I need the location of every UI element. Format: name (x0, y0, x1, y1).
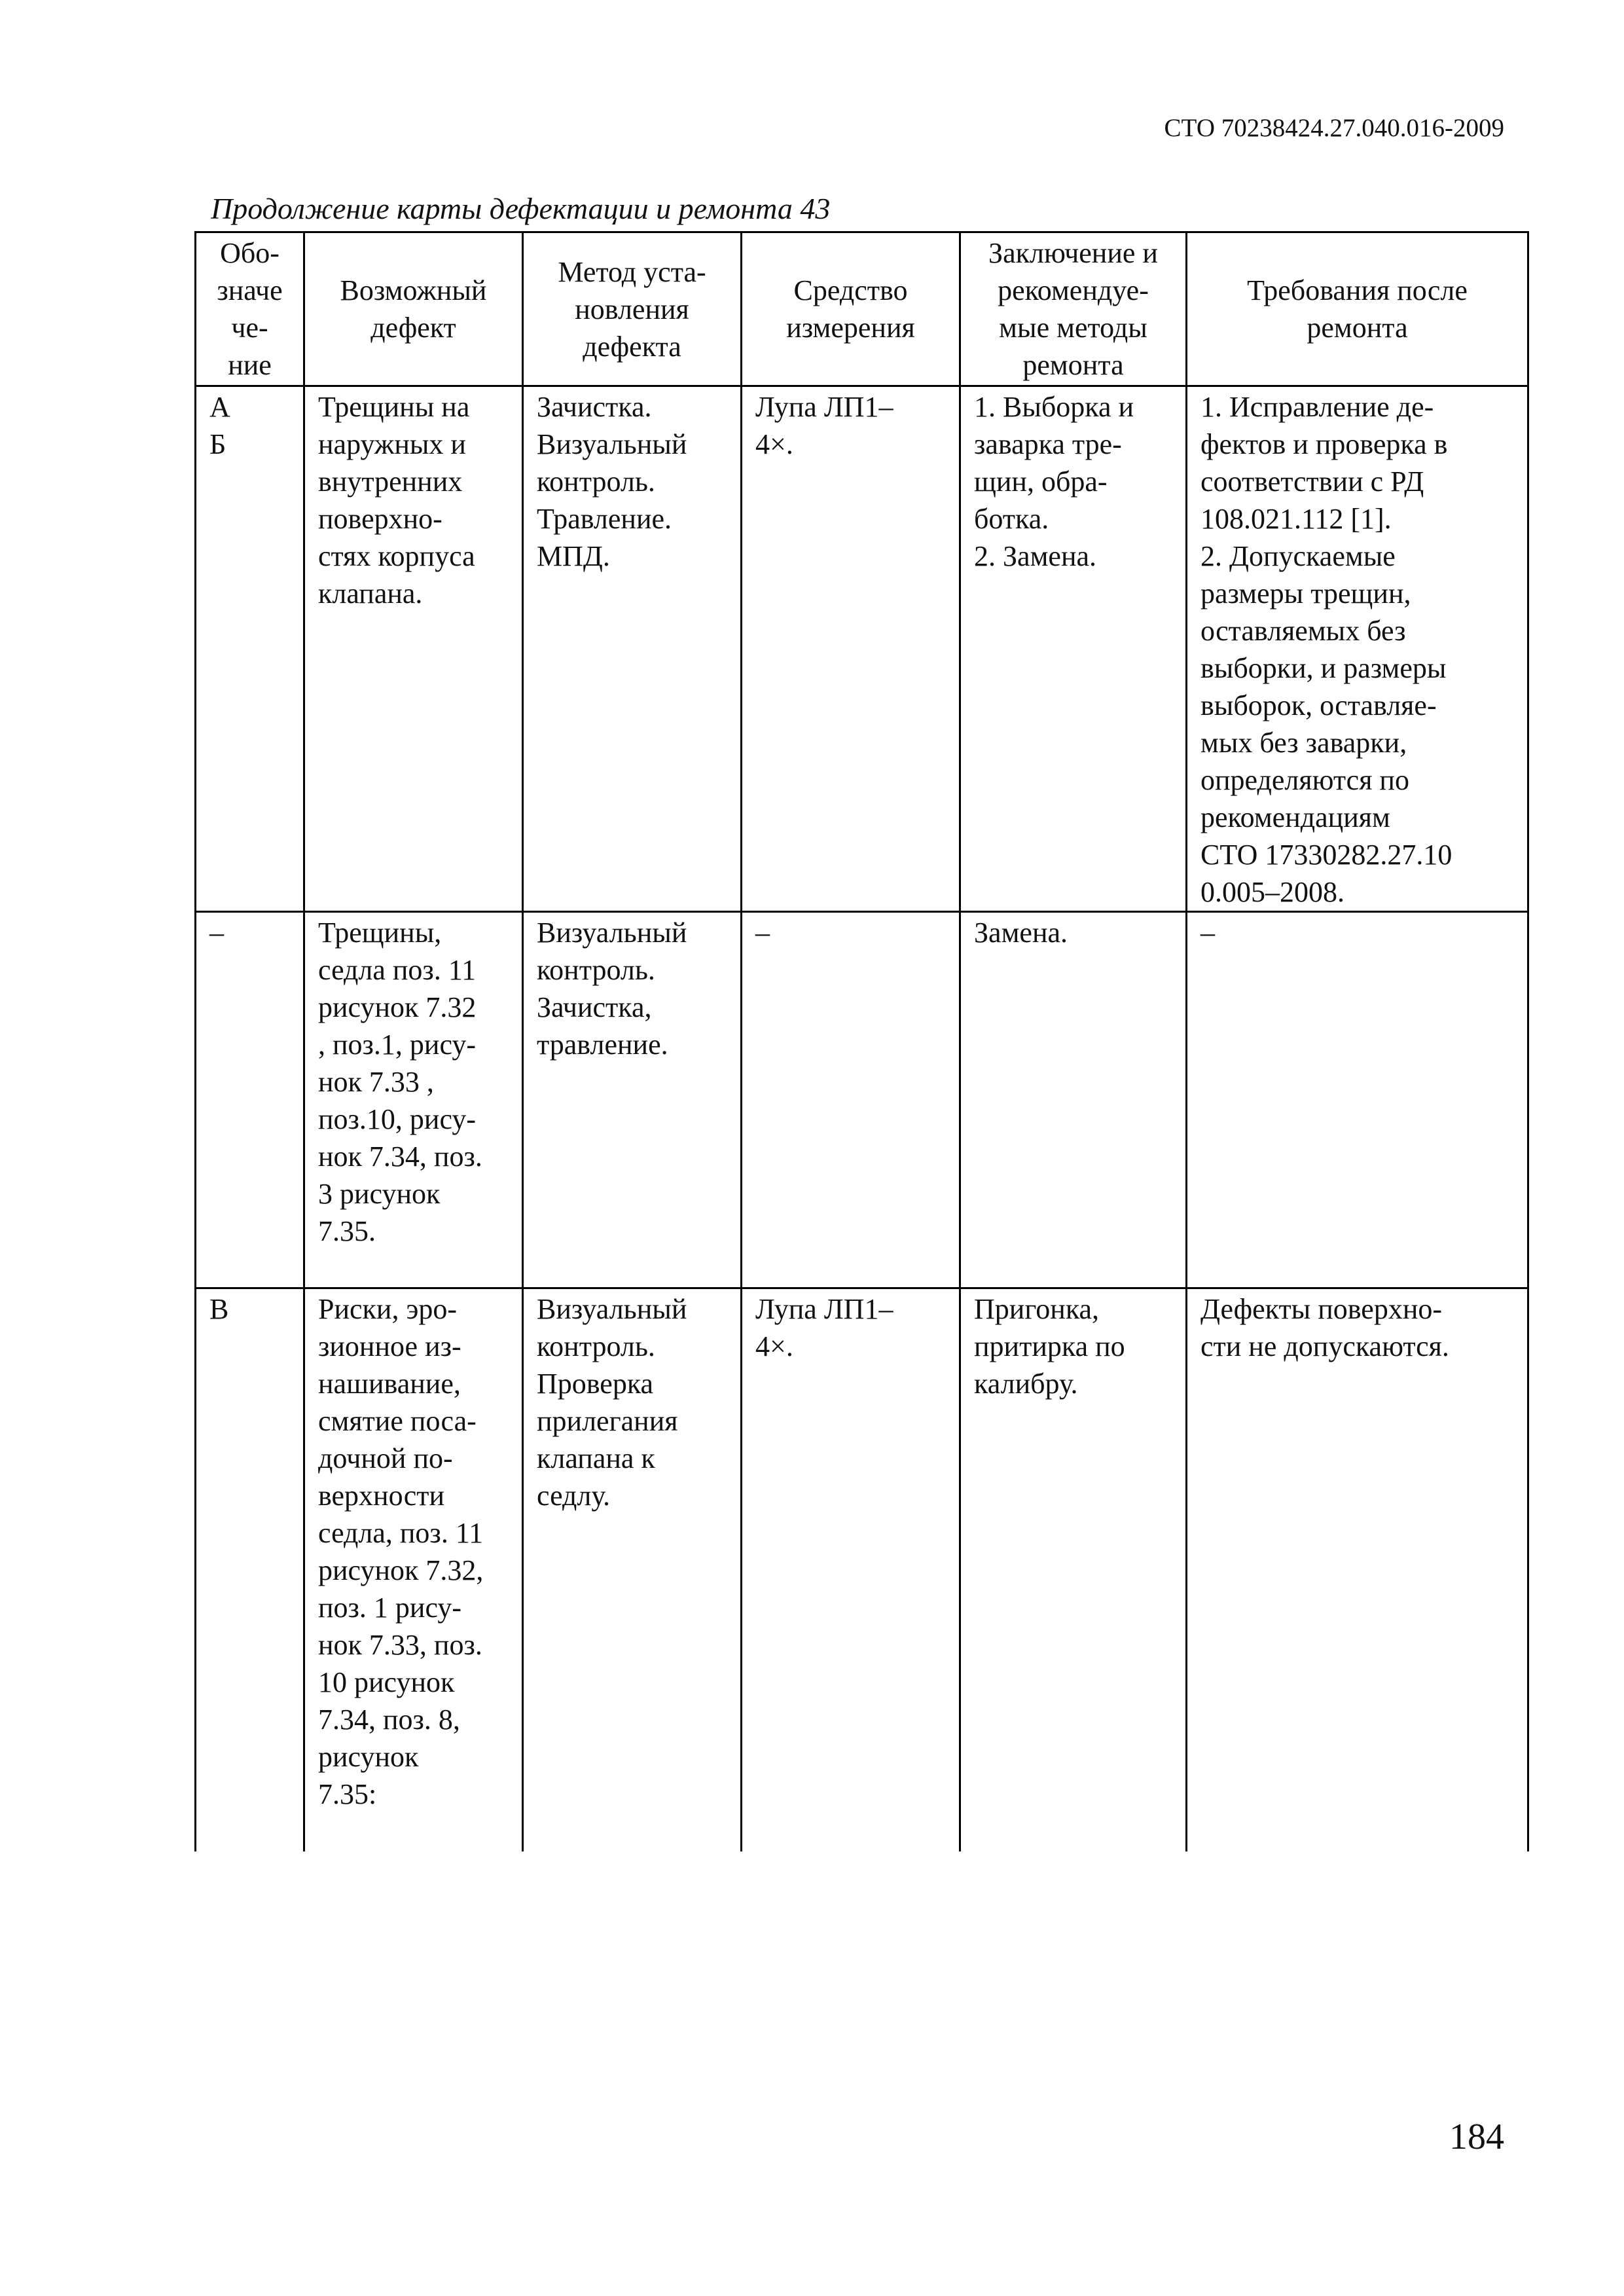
table-row (196, 912, 1528, 1288)
cell-designation: В (196, 1288, 304, 1851)
cell-method: Визуальный контроль. Проверка прилегания клапана к седлу. (523, 1288, 742, 1851)
col-header-method: Метод уста- новления дефекта (523, 232, 742, 386)
cell-conclusion: 1. Выборка и заварка тре- щин, обра- ботка. 2. Замена. (960, 386, 1187, 912)
cell-requirements: – (1187, 912, 1528, 1288)
col-header-conclusion: Заключение и рекомендуе- мые методы ремонта (960, 232, 1187, 386)
defect-repair-table (194, 231, 1529, 1851)
cell-conclusion: Пригонка, притирка по калибру. (960, 1288, 1187, 1851)
cell-method: Зачистка. Визуальный контроль. Травление. МПД. (523, 386, 742, 912)
cell-defect: Трещины, седла поз. 11 рисунок 7.32 , поз.1, рису- нок 7.33 , поз.10, рису- нок 7.34, поз. 3 рисунок 7.35. (304, 912, 523, 1288)
table-header-row (196, 232, 1528, 386)
cell-requirements: Дефекты поверхно- сти не допускаются. (1187, 1288, 1528, 1851)
cell-defect: Риски, эро- зионное из- нашивание, смятие поса- дочной по- верхности седла, поз. 11 рисунок 7.32, поз. 1 рису- нок 7.33, поз. 10 рисунок 7.34, поз. 8, рисунок 7.35: (304, 1288, 523, 1851)
table-row (196, 1288, 1528, 1851)
cell-designation: А Б (196, 386, 304, 912)
cell-instrument: – (742, 912, 960, 1288)
table-row (196, 386, 1528, 912)
col-header-instrument: Средство измерения (742, 232, 960, 386)
col-header-designation: Обо- значе че- ние (196, 232, 304, 386)
col-header-requirements: Требования после ремонта (1187, 232, 1528, 386)
cell-instrument: Лупа ЛП1– 4×. (742, 1288, 960, 1851)
document-code: СТО 70238424.27.040.016-2009 (1164, 114, 1504, 142)
cell-method: Визуальный контроль. Зачистка, травление. (523, 912, 742, 1288)
cell-conclusion: Замена. (960, 912, 1187, 1288)
cell-instrument: Лупа ЛП1– 4×. (742, 386, 960, 912)
col-header-defect: Возможный дефект (304, 232, 523, 386)
page-number: 184 (1449, 2117, 1504, 2157)
cell-defect: Трещины на наружных и внутренних поверхно- стях корпуса клапана. (304, 386, 523, 912)
table-caption: Продолжение карты дефектации и ремонта 43 (211, 192, 831, 225)
cell-designation: – (196, 912, 304, 1288)
cell-requirements: 1. Исправление де- фектов и проверка в соответствии с РД 108.021.112 [1]. 2. Допускаемые размеры трещин, оставляемых без выборки, и размеры выборок, оставляе- мых без заварки, определяются по рекомендациям СТО 17330282.27.10 0.005–2008. (1187, 386, 1528, 912)
